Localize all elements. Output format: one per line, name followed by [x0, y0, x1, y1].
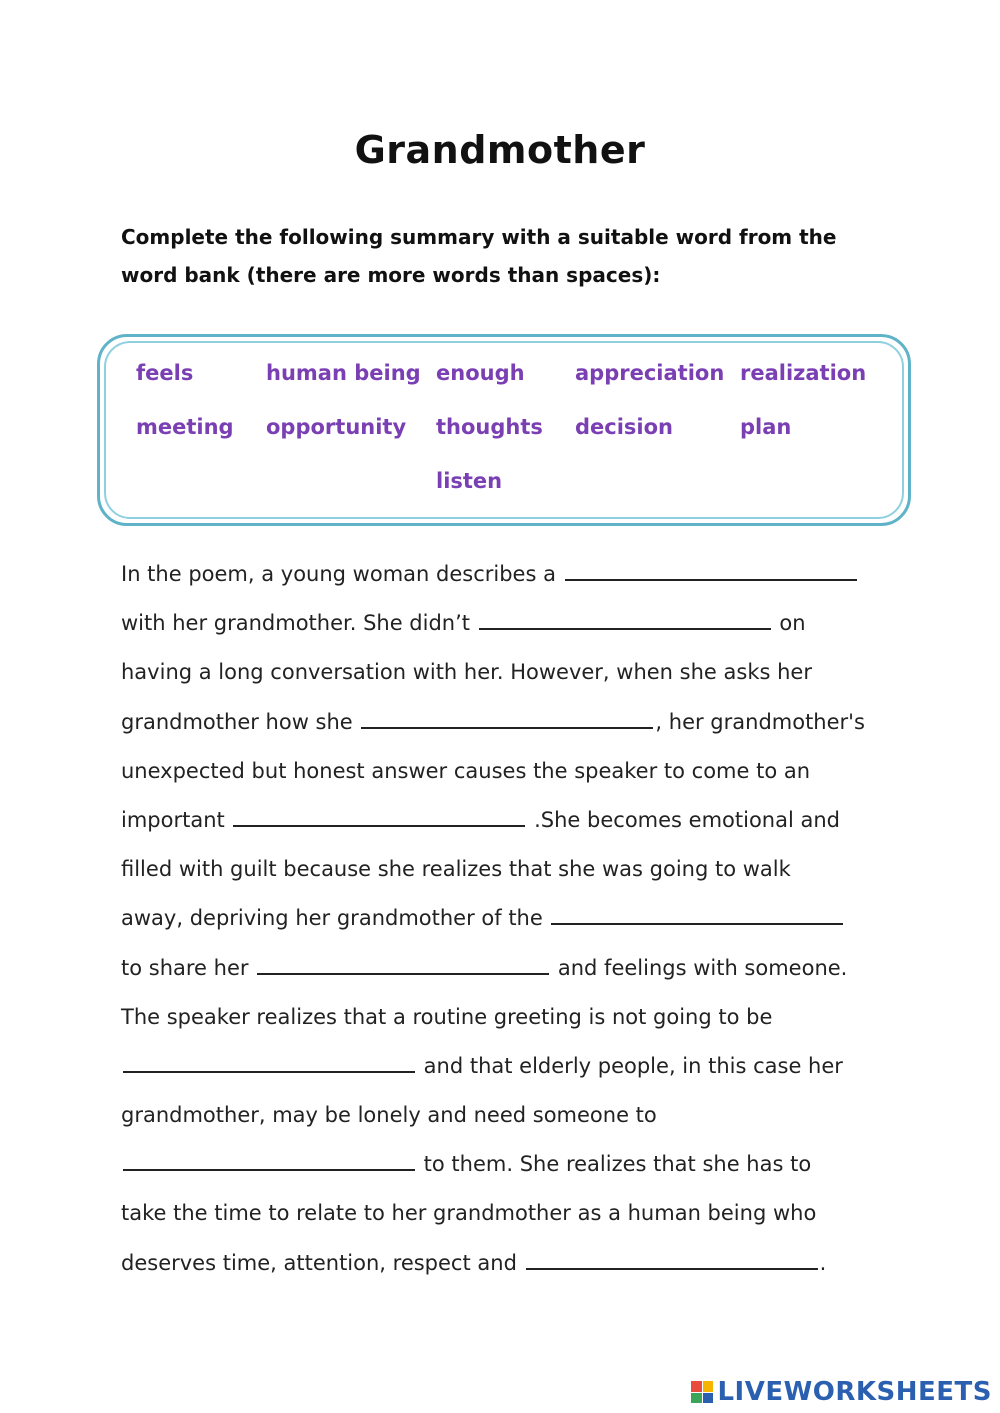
passage-line — [121, 1189, 901, 1238]
passage-text: and that elderly people, in this case her — [417, 1053, 843, 1078]
word-bank-item[interactable]: realization — [740, 361, 867, 385]
passage-line — [121, 1140, 901, 1189]
word-bank-item[interactable]: enough — [436, 361, 525, 385]
passage-line — [121, 796, 901, 845]
summary-passage — [121, 550, 901, 1288]
answer-blank[interactable] — [123, 1045, 415, 1073]
answer-blank[interactable] — [257, 947, 549, 975]
word-bank-item[interactable]: opportunity — [266, 415, 407, 439]
passage-line — [121, 698, 901, 747]
passage-text: deserves time, attention, respect and — [121, 1250, 524, 1275]
word-bank — [97, 334, 911, 526]
passage-line — [121, 1042, 901, 1091]
word-bank-item[interactable]: feels — [136, 361, 194, 385]
instructions: Complete the following summary with a suitable word from the word bank (there are more words than spaces): — [121, 225, 837, 287]
passage-text: important — [121, 807, 232, 832]
passage-line — [121, 894, 901, 943]
passage-text: away, depriving her grandmother of the — [121, 906, 550, 931]
passage-text: take the time to relate to her grandmother as a human being who — [121, 1201, 817, 1226]
word-bank-item[interactable]: decision — [575, 415, 673, 439]
answer-blank[interactable] — [551, 897, 843, 925]
answer-blank[interactable] — [479, 602, 771, 630]
page-title: Grandmother — [354, 128, 646, 172]
passage-line — [121, 599, 901, 648]
liveworksheets-logo-icon — [691, 1381, 713, 1403]
answer-blank[interactable] — [123, 1143, 415, 1171]
answer-blank[interactable] — [361, 701, 653, 729]
answer-blank[interactable] — [233, 799, 525, 827]
passage-line — [121, 648, 901, 697]
passage-text: In the poem, a young woman describes a — [121, 562, 563, 586]
passage-text: .She becomes emotional and — [527, 807, 840, 832]
passage-text: to share her — [121, 955, 256, 980]
passage-text: . — [819, 1250, 827, 1275]
passage-text: to them. She realizes that she has to — [417, 1152, 812, 1177]
answer-blank[interactable] — [526, 1242, 818, 1270]
passage-text: with her grandmother. She didn’t — [121, 611, 477, 636]
passage-line — [121, 747, 901, 796]
passage-line — [121, 944, 901, 993]
passage-line — [121, 1239, 901, 1288]
word-bank-item[interactable]: thoughts — [436, 415, 543, 439]
passage-text: having a long conversation with her. However, when she asks her — [121, 660, 812, 685]
word-bank-item[interactable]: meeting — [136, 415, 234, 439]
passage-text: filled with guilt because she realizes that she was going to walk — [121, 857, 791, 882]
word-bank-item[interactable]: human being — [266, 361, 421, 385]
passage-line — [121, 845, 901, 894]
passage-text: , her grandmother's — [655, 709, 865, 734]
passage-line — [121, 993, 901, 1042]
passage-text: and feelings with someone. — [551, 955, 848, 980]
word-bank-item[interactable]: listen — [436, 469, 503, 493]
logo-text: LIVEWORKSHEETS — [717, 1377, 992, 1407]
liveworksheets-logo — [691, 1377, 992, 1407]
passage-text: on — [772, 611, 806, 636]
answer-blank[interactable] — [565, 553, 857, 581]
passage-line — [121, 1091, 901, 1140]
word-bank-item[interactable]: plan — [740, 415, 792, 439]
passage-line — [121, 550, 901, 599]
passage-text: unexpected but honest answer causes the speaker to come to an — [121, 758, 811, 783]
passage-text: grandmother how she — [121, 709, 360, 734]
passage-text: grandmother, may be lonely and need someone to — [121, 1103, 657, 1128]
passage-text: The speaker realizes that a routine greeting is not going to be — [121, 1004, 773, 1029]
word-bank-item[interactable]: appreciation — [575, 361, 725, 385]
